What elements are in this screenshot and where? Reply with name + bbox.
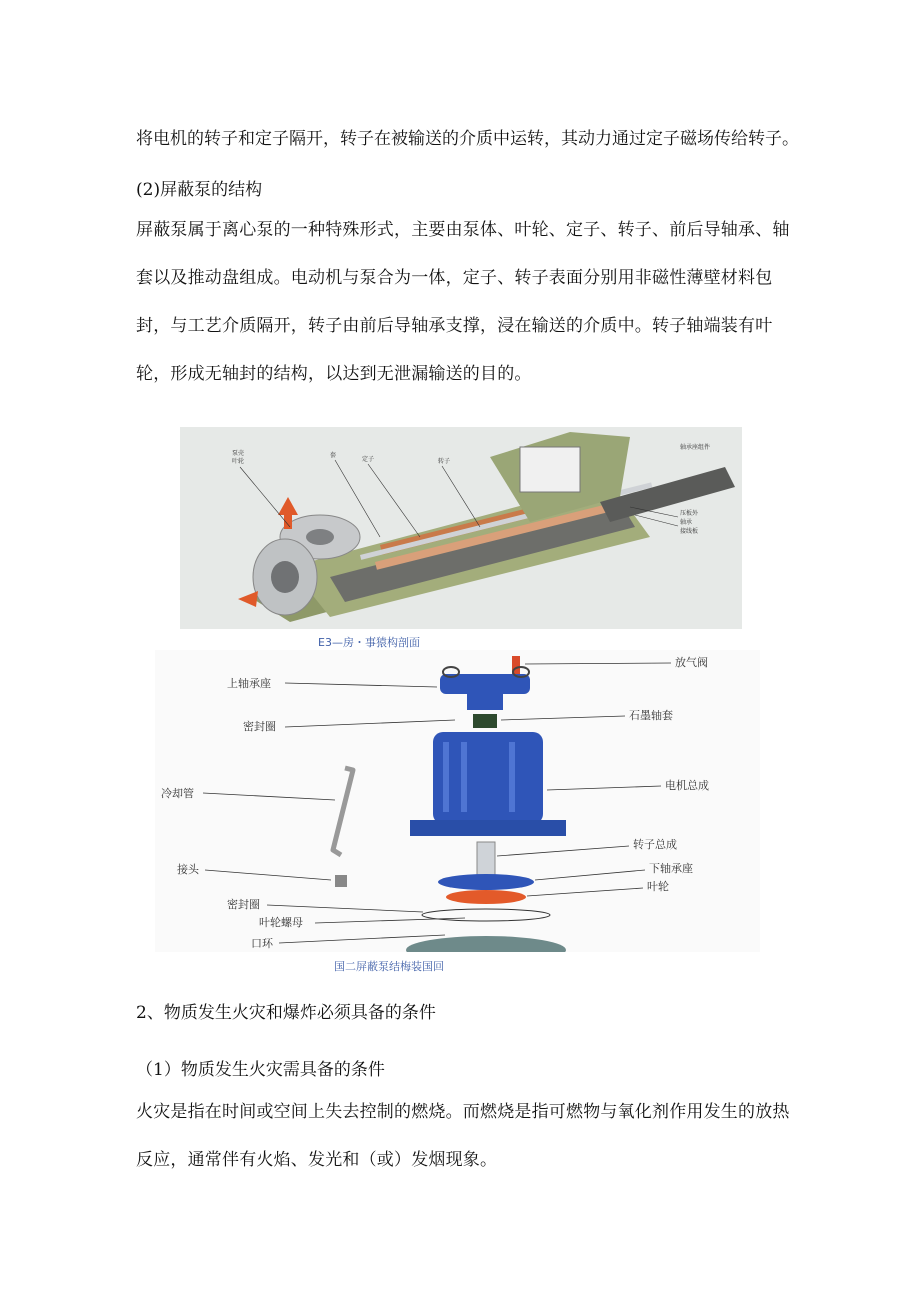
pump-exploded-figure bbox=[155, 650, 760, 952]
label-impeller: 叶轮 bbox=[647, 880, 669, 893]
figure1-label-terminal: 接线板 bbox=[680, 528, 699, 535]
figure1-caption: E3—房・事猿构剖面 bbox=[318, 636, 420, 649]
figure1-label-bearing: 轴承 bbox=[680, 519, 693, 526]
section-heading-fire: 2、物质发生火灾和爆炸必须具备的条件 bbox=[136, 1003, 436, 1023]
label-vent-valve: 放气阀 bbox=[675, 656, 708, 669]
paragraph-structure: 屏蔽泵属于离心泵的一种特殊形式，主要由泵体、叶轮、定子、转子、前后导轴承、轴套以及推动盘组成。电动机与泵合为一体，定子、转子表面分别用非磁性薄壁材料包封，与工艺介质隔开，转子由前后导轴承支撑，浸在输送的介质中。转子轴端装有叶轮，形成无轴封的结构，以达到无泄漏输送的目的。 bbox=[136, 220, 790, 384]
label-lower-bearing-seat: 下轴承座 bbox=[649, 862, 693, 875]
label-seal-ring-bottom: 密封圈 bbox=[227, 898, 260, 911]
figure1-label-rotor: 转子 bbox=[438, 458, 451, 465]
impeller-shape bbox=[446, 890, 526, 904]
label-motor-assembly: 电机总成 bbox=[665, 779, 709, 792]
subheading-fire-conditions: （1）物质发生火灾需具备的条件 bbox=[136, 1060, 385, 1080]
label-cooling-tube: 冷却管 bbox=[161, 787, 194, 800]
label-seal-ring-top: 密封圈 bbox=[243, 720, 276, 733]
figure1-label-bearing-assembly: 轴承座组件 bbox=[680, 444, 711, 451]
figure1-label-sleeve: 套 bbox=[330, 452, 337, 459]
pump-cutaway-drawing bbox=[180, 427, 742, 629]
label-rotor-assembly: 转子总成 bbox=[633, 838, 677, 851]
figure1-label-impeller: 叶轮 bbox=[232, 458, 245, 465]
label-wear-ring: 口环 bbox=[251, 937, 273, 950]
figure1-label-casing: 泵壳 bbox=[232, 450, 245, 457]
label-graphite-sleeve: 石墨轴套 bbox=[629, 709, 673, 722]
label-upper-bearing-seat: 上轴承座 bbox=[227, 677, 271, 690]
body-line-continuation: 将电机的转子和定子隔开，转子在被输送的介质中运转，其动力通过定子磁场传给转子。 bbox=[136, 129, 799, 149]
label-fitting: 接头 bbox=[177, 863, 199, 876]
figure1-label-stator: 定子 bbox=[362, 456, 375, 463]
motor-body-shape bbox=[433, 732, 543, 824]
figure2-caption: 国二屏蔽泵结梅装国回 bbox=[334, 960, 444, 973]
paragraph-fire: 火灾是指在时间或空间上失去控制的燃烧。而燃烧是指可燃物与氧化剂作用发生的放热反应，通常伴有火焰、发光和（或）发烟现象。 bbox=[136, 1102, 790, 1170]
section-heading-structure: (2)屏蔽泵的结构 bbox=[136, 180, 263, 200]
label-impeller-nut: 叶轮螺母 bbox=[259, 916, 303, 929]
pump-cutaway-figure bbox=[180, 427, 742, 629]
figure1-label-plate: 压板外 bbox=[680, 510, 699, 517]
pump-exploded-drawing bbox=[155, 650, 760, 952]
